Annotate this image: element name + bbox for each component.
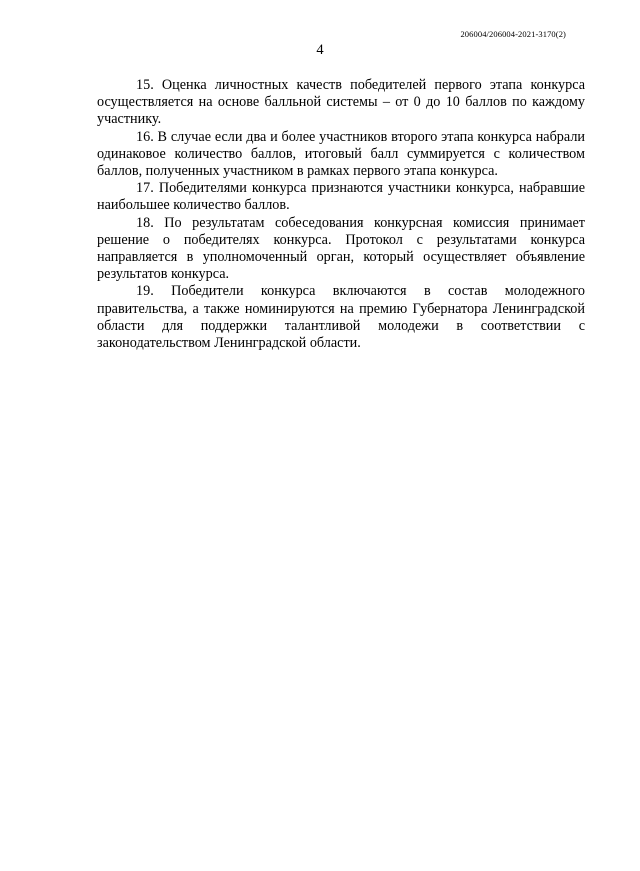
paragraph-19: 19. Победители конкурса включаются в состав молодежного правительства, а также номинируются на премию Губернатора Ленинградской области для поддержки талантливой молодежи в соответствии с законодательством Ленинградской области. [97,283,585,352]
paragraph-16: 16. В случае если два и более участников второго этапа конкурса набрали одинаковое количество баллов, итоговый балл суммируется с количеством баллов, полученных участником в рамках первого этапа конкурса. [97,128,585,180]
paragraph-15: 15. Оценка личностных качеств победителей первого этапа конкурса осуществляется на основе балльной системы – от 0 до 10 баллов по каждому участнику. [97,77,585,128]
page-number: 4 [316,42,324,58]
document-body [97,77,585,352]
document-id: 206004/206004-2021-3170(2) [460,29,566,39]
paragraph-17: 17. Победителями конкурса признаются участники конкурса, набравшие наибольшее количество баллов. [97,180,585,214]
paragraph-18: 18. По результатам собеседования конкурсная комиссия принимает решение о победителях конкурса. Протокол с результатами конкурса направляется в уполномоченный орган, который осуществляет объявление результатов конкурса. [97,214,585,283]
